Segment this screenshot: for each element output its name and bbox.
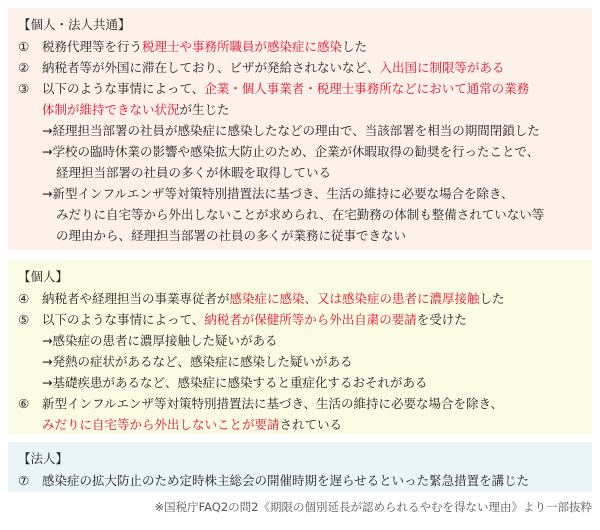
item-2-number: ② <box>18 60 30 75</box>
item-6-number: ⑥ <box>18 396 30 411</box>
item-1-text-end: した <box>342 39 368 54</box>
item-7-number: ⑦ <box>18 473 30 488</box>
item-3-sub-3-cont-2: の理由から、経理担当部署の社員の多くが業務に従事できない <box>56 228 407 243</box>
individual-section <box>8 260 592 434</box>
item-1-highlight: 税理士や事務所職員が感染症に感染 <box>142 39 343 54</box>
item-6 <box>18 393 582 414</box>
item-3-highlight: 企業・個人事業者・税理士事務所などにおいて通常の業務 <box>204 81 530 96</box>
item-6-highlight: みだりに自宅等から外出しないことが要請 <box>42 417 280 432</box>
item-5-number: ⑤ <box>18 312 30 327</box>
item-1-text: 税務代理等を行う <box>42 39 143 54</box>
item-7-text: 感染症の拡大防止のため定時株主総会の開催時期を遅らせるといった緊急措置を講じた <box>42 473 530 488</box>
common-section <box>8 8 592 250</box>
individual-heading: 【個人】 <box>18 269 69 284</box>
item-3-sub-2: →学校の臨時休業の影響や感染拡大防止のため、企業が休暇取得の勧奨を行ったことで、 <box>42 144 540 159</box>
item-3-sub-3: →新型インフルエンザ等対策特別措置法に基づき、生活の維持に必要な場合を除き、 <box>42 186 514 201</box>
item-3-text: 以下のような事情によって、 <box>42 81 205 96</box>
item-2-text: 納税者等が外国に滞在しており、ビザが発給されないなど、 <box>42 60 380 75</box>
item-5-highlight: 納税者が保健所等から外出自粛の要請 <box>204 312 417 327</box>
item-5-text-end: を受けた <box>416 312 467 327</box>
item-5-sub-3: →基礎疾患があるなど、感染症に感染すると重症化するおそれがある <box>42 375 428 390</box>
item-1-number: ① <box>18 39 30 54</box>
item-3 <box>18 78 582 99</box>
item-3-sub-2-cont: 経理担当部署の社員の多くが休暇を取得している <box>56 165 332 180</box>
item-3-number: ③ <box>18 81 30 96</box>
item-1 <box>18 36 582 57</box>
corporate-section <box>8 442 592 492</box>
item-4 <box>18 288 582 309</box>
item-3-sub-3-cont-1: みだりに自宅等から外出しないことが求められ、在宅勤務の体制も整備されていない等 <box>56 207 545 222</box>
item-5-text: 以下のような事情によって、 <box>42 312 205 327</box>
source-footnote: ※国税庁FAQ2の問2《期限の個別延長が認められるやむを得ない理由》より一部抜粋 <box>154 500 592 514</box>
item-5-sub-1: →感染症の患者に濃厚接触した疑いがある <box>42 333 278 348</box>
item-3-highlight-cont: 体制が維持できない状況 <box>42 102 180 117</box>
item-4-text: 納税者や経理担当の事業専従者が <box>42 291 230 306</box>
item-4-text-end: した <box>479 291 505 306</box>
item-6-text: 新型インフルエンザ等対策特別措置法に基づき、生活の維持に必要な場合を除き、 <box>42 396 504 411</box>
item-3-text-end: が生じた <box>179 102 230 117</box>
item-5 <box>18 309 582 330</box>
item-4-highlight: 感染症に感染、又は感染症の患者に濃厚接触 <box>229 291 480 306</box>
item-3-continuation <box>18 99 582 120</box>
common-heading: 【個人・法人共通】 <box>18 17 131 32</box>
item-2-highlight: 入出国に制限等がある <box>379 60 505 75</box>
item-3-sub-1: →経理担当部署の社員が感染症に感染したなどの理由で、当該部署を相当の期間閉鎖した <box>42 123 540 138</box>
item-2 <box>18 57 582 78</box>
corporate-heading: 【法人】 <box>18 451 69 466</box>
item-6-text-end: されている <box>279 417 343 432</box>
item-7 <box>18 470 582 491</box>
item-6-continuation <box>18 414 582 435</box>
item-5-sub-2: →発熱の症状があるなど、感染症に感染した疑いがある <box>42 354 353 369</box>
item-4-number: ④ <box>18 291 30 306</box>
